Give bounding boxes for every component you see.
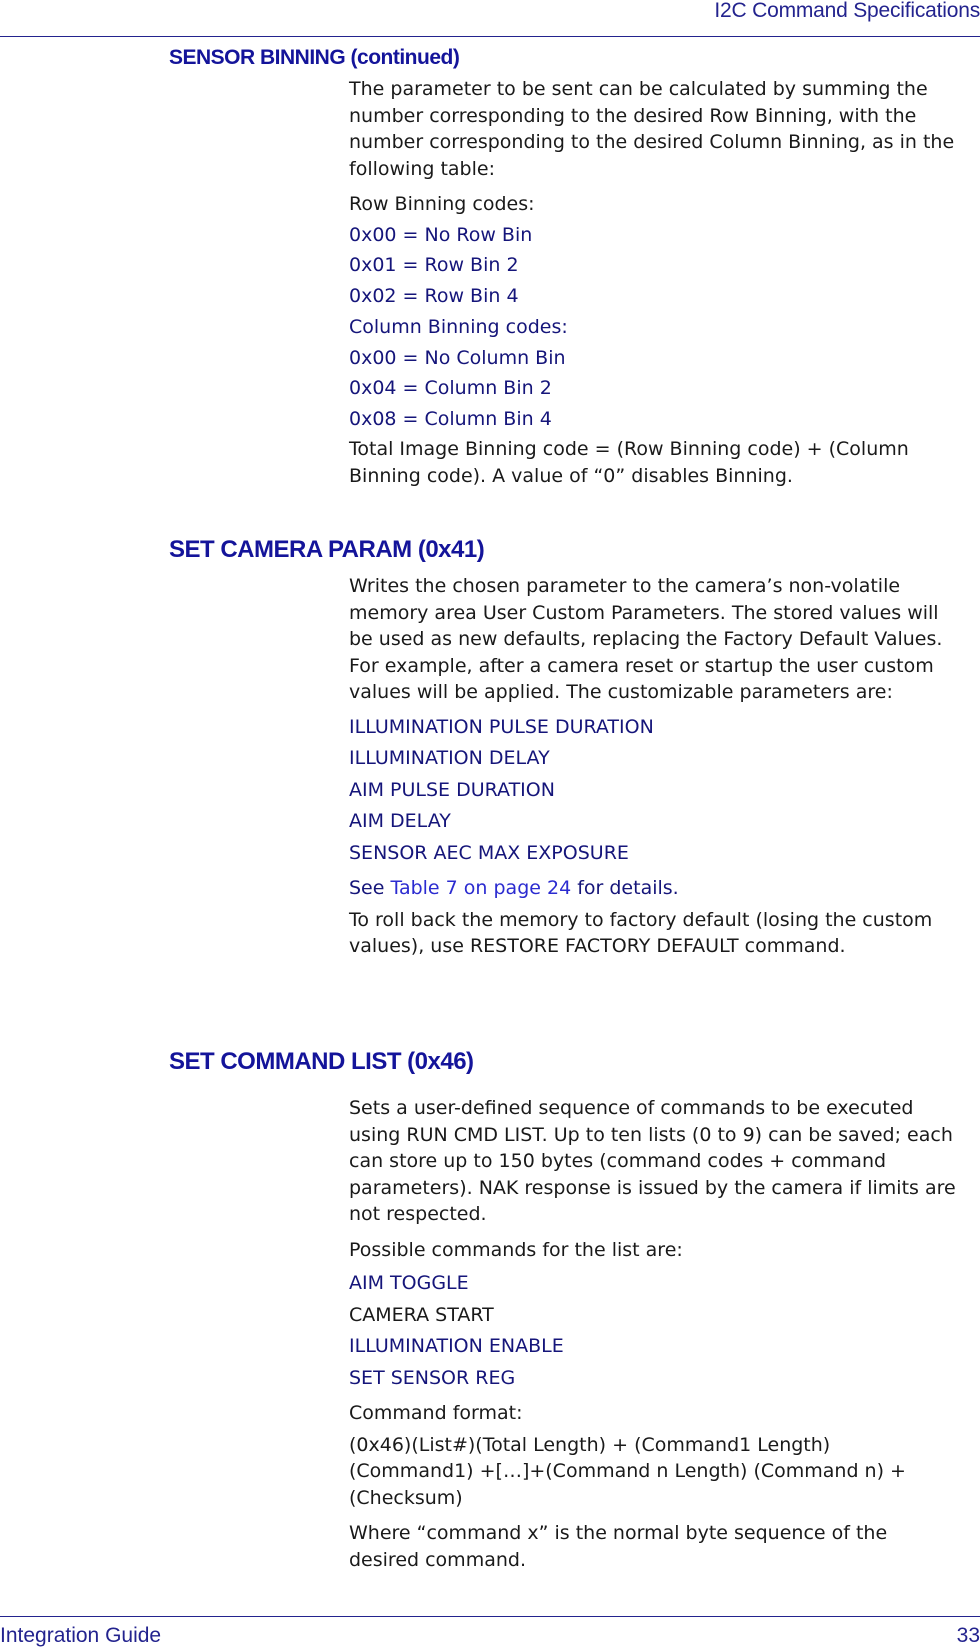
binning-intro: The parameter to be sent can be calculated by summing the number corresponding to the desired Row Binning, with the number corresponding to the desired Column Binning, as in the following table: [349,78,955,180]
footer-rule [0,1616,980,1617]
see-prefix: See [349,877,391,899]
footer-guide-title: Integration Guide [0,1624,162,1647]
column-binning-label: Column Binning codes: [349,316,568,338]
command-list-intro: Sets a user-defined sequence of commands to be executed using RUN CMD LIST. Up to ten lists (0 to 9) can be saved; each can store up to 150 bytes (command codes + command parameters). NAK response is issued by the camera if limits are not respected. [349,1097,956,1225]
sensor-binning-body [349,76,959,489]
see-suffix: for details. [571,877,679,899]
list-command: ILLUMINATION ENABLE [349,1335,564,1357]
column-binning-code: 0x04 = Column Bin 2 [349,377,552,399]
page-number: 33 [956,1624,980,1647]
customizable-param: SENSOR AEC MAX EXPOSURE [349,841,629,864]
command-format: (0x46)(List#)(Total Length) + (Command1 Length) (Command1) +[…]+(Command n Length) (Command n) +(Checksum) [349,1433,906,1509]
row-binning-code: 0x02 = Row Bin 4 [349,284,519,307]
section-heading-set-camera-param: SET CAMERA PARAM (0x41) [169,536,485,563]
section-heading-set-command-list: SET COMMAND LIST (0x46) [169,1048,474,1075]
customizable-param: AIM DELAY [349,810,451,832]
rollback-note: To roll back the memory to factory default (losing the custom values), use RESTORE FACTORY DEFAULT command. [349,908,933,957]
set-command-list-body [349,1095,959,1573]
column-binning-code: 0x00 = No Column Bin [349,346,566,369]
list-command: CAMERA START [349,1303,494,1326]
customizable-param: ILLUMINATION DELAY [349,747,550,769]
row-binning-label: Row Binning codes: [349,193,535,215]
header-rule [0,36,980,37]
possible-commands-label: Possible commands for the list are: [349,1238,683,1261]
camera-param-intro: Writes the chosen parameter to the camera’s non-volatile memory area User Custom Parameters. The stored values will be used as new defaults, replacing the Factory Default Values. For example, after a camera reset or startup the user custom values will be applied. The customizable parameters are: [349,575,943,703]
row-binning-code: 0x00 = No Row Bin [349,223,533,246]
table-7-link[interactable]: Table 7 on page 24 [390,877,572,899]
command-format-label: Command format: [349,1402,523,1424]
row-binning-code: 0x01 = Row Bin 2 [349,254,519,276]
total-binning-note: Total Image Binning code = (Row Binning code) + (Column Binning code). A value of “0” disables Binning. [349,438,909,487]
command-x-note: Where “command x” is the normal byte sequence of the desired command. [349,1522,888,1571]
customizable-param: AIM PULSE DURATION [349,778,555,801]
list-command: SET SENSOR REG [349,1366,516,1389]
list-command: AIM TOGGLE [349,1272,469,1294]
customizable-param: ILLUMINATION PULSE DURATION [349,715,654,738]
page-header-title: I2C Command Specifications [714,0,980,22]
section-heading-sensor-binning: SENSOR BINNING (continued) [169,46,460,69]
column-binning-code: 0x08 = Column Bin 4 [349,407,552,430]
see-table-reference [349,875,959,902]
set-camera-param-body [349,573,959,960]
